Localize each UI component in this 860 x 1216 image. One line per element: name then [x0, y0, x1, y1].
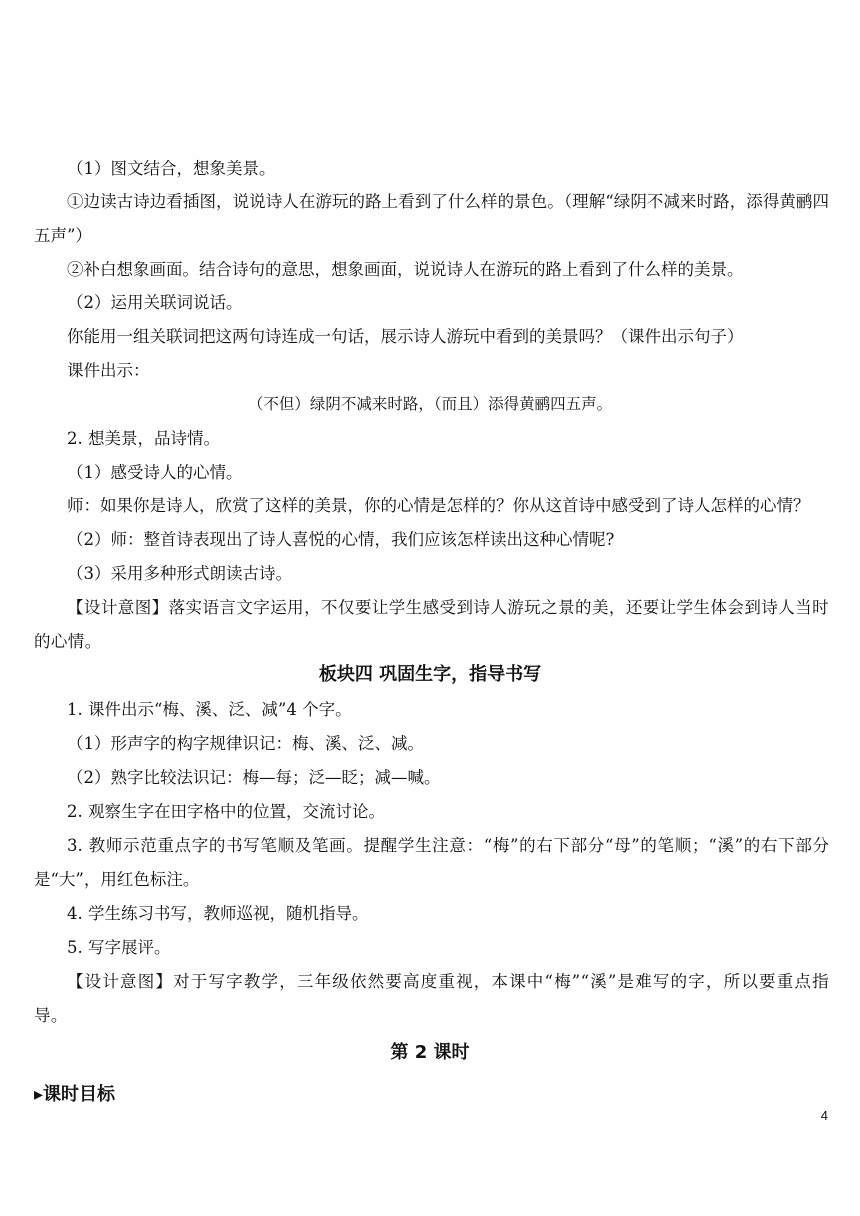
step-read-with-illustration: ①边读古诗边看插图，说说诗人在游玩的路上看到了什么样的景色。（理解“绿阴不减来时路，添得黄鹂四五声”） — [34, 192, 829, 245]
subitem-conjunctions: （2）运用关联词说话。 — [67, 293, 243, 312]
lesson-heading: 第 2 课时 — [390, 1042, 470, 1063]
subitem-feel-mood: （1）感受诗人的心情。 — [67, 463, 243, 482]
subitem-read-aloud: （3）采用多种形式朗读古诗。 — [67, 564, 292, 583]
item-5-showcase: 5. 写字展评。 — [67, 938, 171, 957]
question-conjunctions: 你能用一组关联词把这两句诗连成一句话，展示诗人游玩中看到的美景吗？（课件出示句子） — [67, 327, 744, 346]
courseware-label: 课件出示： — [67, 361, 150, 380]
lesson-goals-heading: ▸课时目标 — [34, 1084, 116, 1105]
item-3-demonstrate: 3. 教师示范重点字的书写笔顺及笔画。提醒学生注意：“梅”的右下部分“母”的笔顺；“溪”的右下部分是“大”，用红色标注。 — [34, 836, 829, 889]
subitem-picture-text: （1）图文结合，想象美景。 — [67, 159, 276, 178]
step-imagine-scene: ②补白想象画面。结合诗句的意思，想象画面，说说诗人在游玩的路上看到了什么样的美景。 — [67, 260, 744, 279]
section-heading-block-4: 板块四 巩固生字，指导书写 — [318, 664, 542, 685]
design-intent-1: 【设计意图】落实语言文字运用，不仅要让学生感受到诗人游玩之景的美，还要让学生体会到诗人当时的心情。 — [34, 598, 829, 651]
item-2-observe: 2. 观察生字在田字格中的位置，交流讨论。 — [67, 802, 385, 821]
item-2-heading: 2. 想美景，品诗情。 — [67, 429, 220, 448]
courseware-sentence: （不但）绿阴不减来时路，（而且）添得黄鹂四五声。 — [247, 395, 613, 413]
subitem-phonetic-radicals: （1）形声字的构字规律识记：梅、溪、泛、减。 — [67, 734, 424, 753]
item-1-courseware: 1. 课件出示“梅、溪、泛、减”4 个字。 — [67, 700, 352, 719]
subitem-compare-chars: （2）熟字比较法识记：梅—每；泛—眨；减—喊。 — [67, 768, 441, 787]
design-intent-2: 【设计意图】对于写字教学，三年级依然要高度重视，本课中“梅”“溪”是难写的字，所以要重点指导。 — [34, 972, 829, 1025]
subitem-read-mood: （2）师：整首诗表现出了诗人喜悦的心情，我们应该怎样读出这种心情呢? — [67, 530, 615, 549]
item-4-practice: 4. 学生练习书写，教师巡视，随机指导。 — [67, 904, 369, 923]
page-number: 4 — [820, 1108, 828, 1123]
teacher-question-mood: 师：如果你是诗人，欣赏了这样的美景，你的心情是怎样的？你从这首诗中感受到了诗人怎样的心情？ — [67, 496, 810, 515]
